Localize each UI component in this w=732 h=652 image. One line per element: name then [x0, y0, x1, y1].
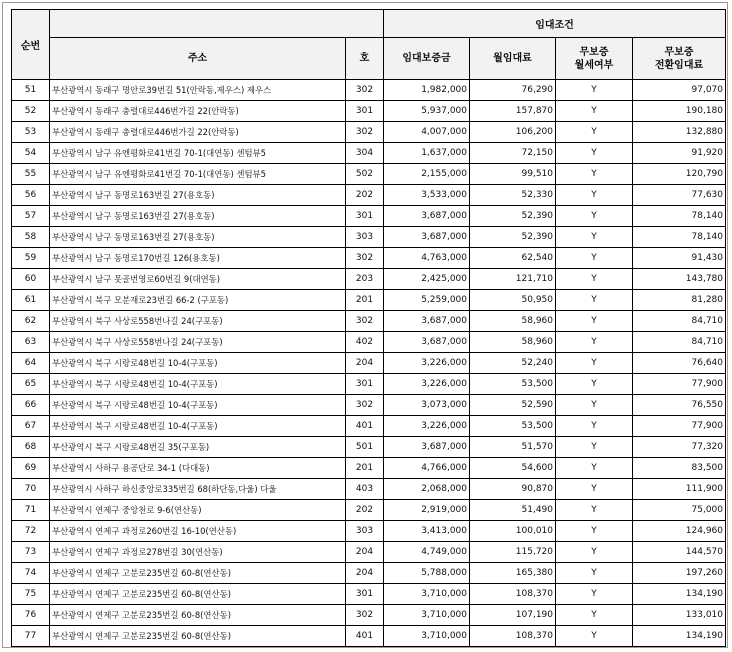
cell-no: 69 [12, 458, 50, 479]
table-header [12, 10, 726, 80]
cell-deposit: 3,073,000 [384, 395, 470, 416]
table-row [12, 122, 726, 143]
cell-rent: 50,950 [470, 290, 556, 311]
cell-address: 부산광역시 북구 시랑로48번길 10-4(구포동) [50, 353, 346, 374]
cell-deposit: 5,937,000 [384, 101, 470, 122]
cell-no-deposit-flag: Y [556, 185, 633, 206]
cell-converted-rent: 197,260 [633, 563, 726, 584]
cell-no: 52 [12, 101, 50, 122]
header-blank [50, 10, 384, 38]
cell-address: 부산광역시 북구 시랑로48번길 35(구포동) [50, 437, 346, 458]
cell-unit: 202 [346, 500, 384, 521]
cell-rent: 108,370 [470, 584, 556, 605]
cell-deposit: 3,710,000 [384, 584, 470, 605]
cell-unit: 303 [346, 521, 384, 542]
cell-no: 74 [12, 563, 50, 584]
cell-converted-rent: 77,900 [633, 374, 726, 395]
cell-no-deposit-flag: Y [556, 521, 633, 542]
cell-converted-rent: 78,140 [633, 206, 726, 227]
cell-converted-rent: 91,920 [633, 143, 726, 164]
table-row [12, 332, 726, 353]
cell-no: 61 [12, 290, 50, 311]
cell-no-deposit-flag: Y [556, 101, 633, 122]
cell-address: 부산광역시 동래구 충렬대로446번가길 22(안락동) [50, 101, 346, 122]
cell-deposit: 3,687,000 [384, 206, 470, 227]
cell-no: 71 [12, 500, 50, 521]
cell-deposit: 1,637,000 [384, 143, 470, 164]
cell-unit: 302 [346, 395, 384, 416]
cell-no-deposit-flag: Y [556, 143, 633, 164]
cell-unit: 301 [346, 584, 384, 605]
cell-unit: 502 [346, 164, 384, 185]
cell-no-deposit-flag: Y [556, 311, 633, 332]
cell-unit: 302 [346, 311, 384, 332]
cell-converted-rent: 83,500 [633, 458, 726, 479]
cell-converted-rent: 77,630 [633, 185, 726, 206]
cell-converted-rent: 132,880 [633, 122, 726, 143]
cell-deposit: 1,982,000 [384, 80, 470, 101]
cell-address: 부산광역시 연제구 고분로235번길 60-8(연산동) [50, 563, 346, 584]
header-rent: 월임대료 [470, 38, 556, 80]
cell-no-deposit-flag: Y [556, 500, 633, 521]
cell-unit: 204 [346, 353, 384, 374]
cell-rent: 52,330 [470, 185, 556, 206]
cell-no-deposit-flag: Y [556, 542, 633, 563]
cell-deposit: 2,425,000 [384, 269, 470, 290]
cell-rent: 52,240 [470, 353, 556, 374]
table-row [12, 479, 726, 500]
cell-address: 부산광역시 북구 시랑로48번길 10-4(구포동) [50, 395, 346, 416]
cell-no-deposit-flag: Y [556, 248, 633, 269]
cell-no: 59 [12, 248, 50, 269]
cell-unit: 201 [346, 290, 384, 311]
cell-converted-rent: 75,000 [633, 500, 726, 521]
cell-unit: 301 [346, 101, 384, 122]
cell-rent: 165,380 [470, 563, 556, 584]
cell-no-deposit-flag: Y [556, 353, 633, 374]
cell-unit: 401 [346, 416, 384, 437]
cell-deposit: 3,687,000 [384, 311, 470, 332]
table-row [12, 374, 726, 395]
cell-unit: 301 [346, 374, 384, 395]
cell-no-deposit-flag: Y [556, 374, 633, 395]
cell-address: 부산광역시 남구 동명로163번길 27(용호동) [50, 206, 346, 227]
cell-rent: 58,960 [470, 332, 556, 353]
cell-rent: 52,390 [470, 206, 556, 227]
cell-converted-rent: 84,710 [633, 332, 726, 353]
cell-no-deposit-flag: Y [556, 164, 633, 185]
cell-converted-rent: 144,570 [633, 542, 726, 563]
cell-deposit: 4,007,000 [384, 122, 470, 143]
cell-address: 부산광역시 동래구 충렬대로446번가길 22(안락동) [50, 122, 346, 143]
cell-no: 66 [12, 395, 50, 416]
cell-address: 부산광역시 북구 시랑로48번길 10-4(구포동) [50, 374, 346, 395]
cell-unit: 202 [346, 185, 384, 206]
cell-converted-rent: 76,640 [633, 353, 726, 374]
cell-no-deposit-flag: Y [556, 584, 633, 605]
cell-unit: 204 [346, 563, 384, 584]
cell-rent: 121,710 [470, 269, 556, 290]
cell-no-deposit-flag: Y [556, 332, 633, 353]
cell-deposit: 3,226,000 [384, 416, 470, 437]
cell-address: 부산광역시 연제구 고분로235번길 60-8(연산동) [50, 605, 346, 626]
header-no-deposit-flag-line1: 무보증 [579, 46, 609, 58]
cell-address: 부산광역시 남구 동명로170번길 126(용호동) [50, 248, 346, 269]
cell-address: 부산광역시 북구 시랑로48번길 10-4(구포동) [50, 416, 346, 437]
cell-no: 54 [12, 143, 50, 164]
table-row [12, 563, 726, 584]
cell-no: 76 [12, 605, 50, 626]
cell-no-deposit-flag: Y [556, 626, 633, 647]
cell-no-deposit-flag: Y [556, 605, 633, 626]
cell-no-deposit-flag: Y [556, 458, 633, 479]
table-row [12, 206, 726, 227]
cell-converted-rent: 77,900 [633, 416, 726, 437]
cell-no: 64 [12, 353, 50, 374]
cell-converted-rent: 77,320 [633, 437, 726, 458]
cell-rent: 76,290 [470, 80, 556, 101]
cell-address: 부산광역시 연제구 중앙천로 9-6(연산동) [50, 500, 346, 521]
table-row [12, 584, 726, 605]
header-converted-rent-line1: 무보증 [664, 46, 694, 58]
cell-converted-rent: 120,790 [633, 164, 726, 185]
cell-rent: 72,150 [470, 143, 556, 164]
cell-unit: 201 [346, 458, 384, 479]
cell-rent: 62,540 [470, 248, 556, 269]
cell-no: 65 [12, 374, 50, 395]
table-row [12, 437, 726, 458]
cell-rent: 157,870 [470, 101, 556, 122]
cell-no: 63 [12, 332, 50, 353]
header-unit: 호 [346, 38, 384, 80]
cell-rent: 53,500 [470, 374, 556, 395]
header-converted-rent-line2: 전환임대료 [654, 59, 704, 71]
cell-no: 67 [12, 416, 50, 437]
cell-deposit: 5,788,000 [384, 563, 470, 584]
table-row [12, 500, 726, 521]
cell-deposit: 4,763,000 [384, 248, 470, 269]
cell-unit: 401 [346, 626, 384, 647]
cell-address: 부산광역시 북구 사상로558번나길 24(구포동) [50, 332, 346, 353]
cell-address: 부산광역시 사하구 용공단로 34-1 (다대동) [50, 458, 346, 479]
cell-deposit: 4,749,000 [384, 542, 470, 563]
cell-no: 68 [12, 437, 50, 458]
cell-rent: 107,190 [470, 605, 556, 626]
cell-unit: 403 [346, 479, 384, 500]
cell-address: 부산광역시 남구 유엔평화로41번길 70-1(대연동) 센텀뷰5 [50, 143, 346, 164]
cell-address: 부산광역시 연제구 과정로278번길 30(연산동) [50, 542, 346, 563]
cell-deposit: 5,259,000 [384, 290, 470, 311]
cell-no: 62 [12, 311, 50, 332]
table-row [12, 101, 726, 122]
cell-converted-rent: 81,280 [633, 290, 726, 311]
cell-unit: 302 [346, 605, 384, 626]
cell-no: 72 [12, 521, 50, 542]
cell-rent: 115,720 [470, 542, 556, 563]
cell-address: 부산광역시 남구 동명로163번길 27(용호동) [50, 185, 346, 206]
cell-rent: 51,490 [470, 500, 556, 521]
cell-no: 58 [12, 227, 50, 248]
cell-unit: 302 [346, 248, 384, 269]
table-row [12, 605, 726, 626]
cell-rent: 52,390 [470, 227, 556, 248]
cell-deposit: 3,687,000 [384, 332, 470, 353]
cell-converted-rent: 190,180 [633, 101, 726, 122]
cell-no: 53 [12, 122, 50, 143]
table-row [12, 395, 726, 416]
cell-address: 부산광역시 사하구 하신중앙로335번길 68(하단동,다울) 다울 [50, 479, 346, 500]
header-no: 순번 [12, 10, 50, 80]
header-group: 임대조건 [384, 10, 726, 38]
cell-unit: 302 [346, 122, 384, 143]
cell-unit: 304 [346, 143, 384, 164]
cell-deposit: 2,068,000 [384, 479, 470, 500]
cell-deposit: 2,155,000 [384, 164, 470, 185]
cell-rent: 90,870 [470, 479, 556, 500]
cell-deposit: 3,710,000 [384, 626, 470, 647]
cell-unit: 203 [346, 269, 384, 290]
cell-no: 77 [12, 626, 50, 647]
cell-address: 부산광역시 북구 모분재로23번길 66-2 (구포동) [50, 290, 346, 311]
table-row [12, 80, 726, 101]
cell-address: 부산광역시 연제구 고분로235번길 60-8(연산동) [50, 626, 346, 647]
cell-deposit: 3,413,000 [384, 521, 470, 542]
table-body [12, 80, 726, 647]
cell-address: 부산광역시 동래구 명안로39번길 51(안락동,제우스) 제우스 [50, 80, 346, 101]
cell-address: 부산광역시 연제구 과정로260번길 16-10(연산동) [50, 521, 346, 542]
cell-address: 부산광역시 남구 유엔평화로41번길 70-1(대연동) 센텀뷰5 [50, 164, 346, 185]
cell-converted-rent: 111,900 [633, 479, 726, 500]
table-row [12, 164, 726, 185]
cell-unit: 402 [346, 332, 384, 353]
cell-no: 75 [12, 584, 50, 605]
cell-no: 51 [12, 80, 50, 101]
table-row [12, 143, 726, 164]
header-converted-rent [633, 38, 726, 80]
cell-no-deposit-flag: Y [556, 227, 633, 248]
cell-no-deposit-flag: Y [556, 416, 633, 437]
cell-no-deposit-flag: Y [556, 269, 633, 290]
cell-no: 73 [12, 542, 50, 563]
cell-deposit: 2,919,000 [384, 500, 470, 521]
cell-deposit: 3,710,000 [384, 605, 470, 626]
cell-deposit: 3,687,000 [384, 437, 470, 458]
header-address: 주소 [50, 38, 346, 80]
cell-rent: 106,200 [470, 122, 556, 143]
cell-converted-rent: 97,070 [633, 80, 726, 101]
cell-address: 부산광역시 연제구 고분로235번길 60-8(연산동) [50, 584, 346, 605]
cell-rent: 51,570 [470, 437, 556, 458]
cell-no: 55 [12, 164, 50, 185]
table-row [12, 227, 726, 248]
header-no-deposit-flag [556, 38, 633, 80]
cell-rent: 100,010 [470, 521, 556, 542]
cell-address: 부산광역시 남구 동명로163번길 27(용호동) [50, 227, 346, 248]
header-deposit: 임대보증금 [384, 38, 470, 80]
cell-converted-rent: 134,190 [633, 584, 726, 605]
cell-converted-rent: 78,140 [633, 227, 726, 248]
cell-converted-rent: 84,710 [633, 311, 726, 332]
table-row [12, 626, 726, 647]
cell-rent: 52,590 [470, 395, 556, 416]
table-row [12, 311, 726, 332]
cell-address: 부산광역시 남구 못골번영로60번길 9(대연동) [50, 269, 346, 290]
cell-converted-rent: 143,780 [633, 269, 726, 290]
cell-rent: 99,510 [470, 164, 556, 185]
table-row [12, 269, 726, 290]
cell-converted-rent: 91,430 [633, 248, 726, 269]
cell-no-deposit-flag: Y [556, 479, 633, 500]
cell-unit: 303 [346, 227, 384, 248]
cell-deposit: 3,226,000 [384, 353, 470, 374]
cell-unit: 302 [346, 80, 384, 101]
cell-no-deposit-flag: Y [556, 563, 633, 584]
cell-converted-rent: 134,190 [633, 626, 726, 647]
cell-deposit: 3,533,000 [384, 185, 470, 206]
cell-no-deposit-flag: Y [556, 80, 633, 101]
cell-address: 부산광역시 북구 사상로558번나길 24(구포동) [50, 311, 346, 332]
table-row [12, 185, 726, 206]
cell-no: 57 [12, 206, 50, 227]
cell-no-deposit-flag: Y [556, 290, 633, 311]
cell-deposit: 4,766,000 [384, 458, 470, 479]
table-row [12, 290, 726, 311]
cell-rent: 54,600 [470, 458, 556, 479]
cell-converted-rent: 133,010 [633, 605, 726, 626]
header-no-deposit-flag-line2: 월세여부 [574, 59, 614, 71]
cell-rent: 53,500 [470, 416, 556, 437]
table-row [12, 353, 726, 374]
cell-unit: 501 [346, 437, 384, 458]
cell-no-deposit-flag: Y [556, 395, 633, 416]
cell-no: 70 [12, 479, 50, 500]
cell-deposit: 3,687,000 [384, 227, 470, 248]
cell-unit: 301 [346, 206, 384, 227]
cell-no-deposit-flag: Y [556, 206, 633, 227]
rental-table [11, 9, 726, 647]
document-page [2, 2, 728, 648]
cell-no: 60 [12, 269, 50, 290]
cell-no: 56 [12, 185, 50, 206]
table-row [12, 521, 726, 542]
table-row [12, 248, 726, 269]
cell-no-deposit-flag: Y [556, 122, 633, 143]
table-row [12, 542, 726, 563]
cell-rent: 108,370 [470, 626, 556, 647]
cell-deposit: 3,226,000 [384, 374, 470, 395]
cell-no-deposit-flag: Y [556, 437, 633, 458]
table-row [12, 416, 726, 437]
cell-unit: 204 [346, 542, 384, 563]
cell-rent: 58,960 [470, 311, 556, 332]
cell-converted-rent: 124,960 [633, 521, 726, 542]
cell-converted-rent: 76,550 [633, 395, 726, 416]
table-row [12, 458, 726, 479]
